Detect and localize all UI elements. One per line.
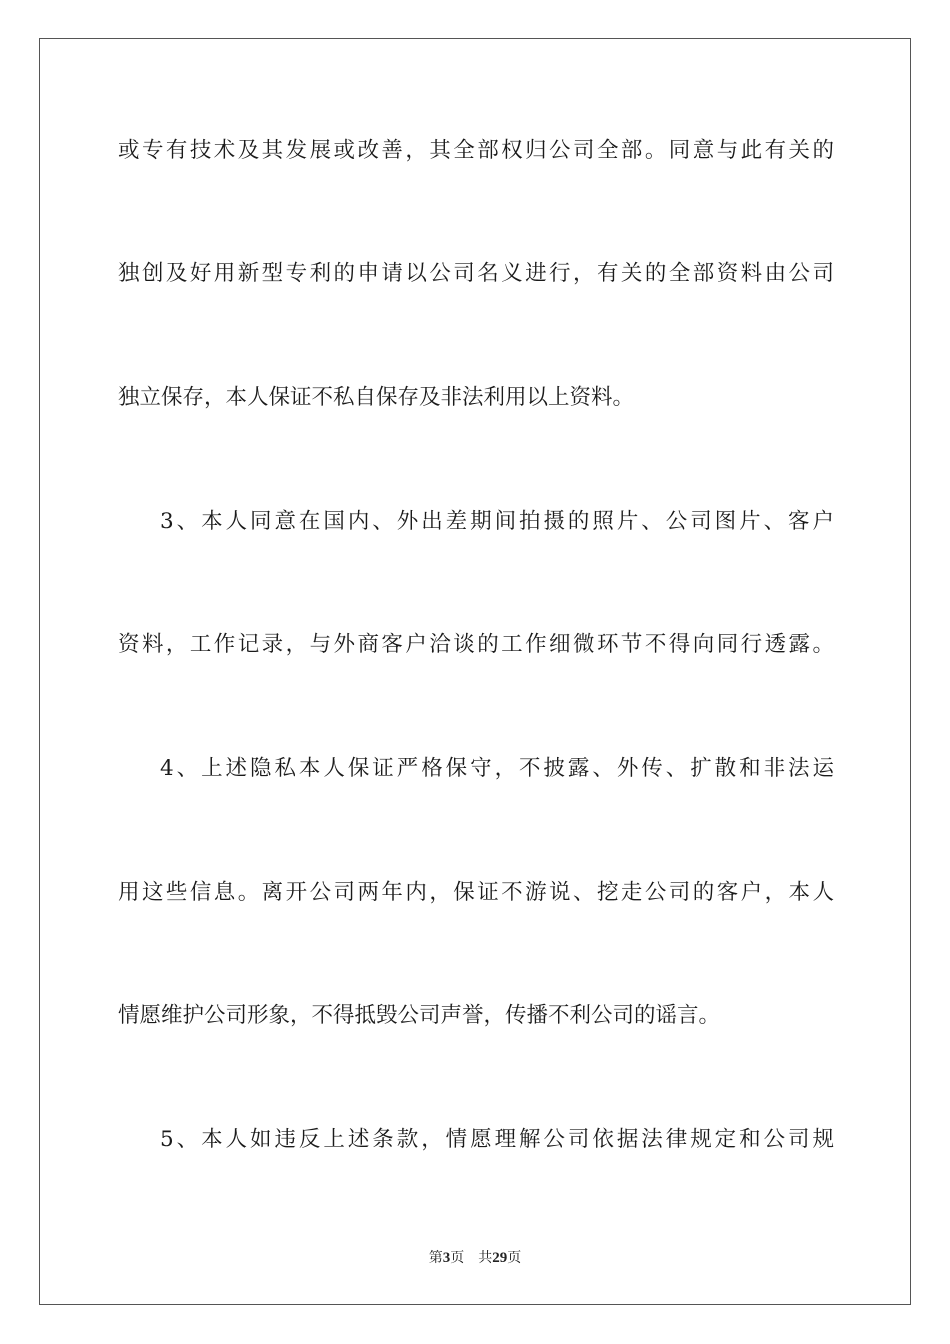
body-line-6: 4、上述隐私本人保证严格保守，不披露、外传、扩散和非法运	[160, 756, 834, 781]
page-footer	[0, 1247, 950, 1267]
page-suffix: 页	[450, 1250, 465, 1266]
body-line-5: 资料，工作记录，与外商客户洽谈的工作细微环节不得向同行透露。	[118, 632, 834, 657]
page-border	[39, 38, 911, 1305]
body-line-9: 5、本人如违反上述条款，情愿理解公司依据法律规定和公司规	[160, 1127, 834, 1152]
body-line-7: 用这些信息。离开公司两年内，保证不游说、挖走公司的客户，本人	[118, 880, 834, 905]
total-suffix: 页	[507, 1250, 522, 1266]
total-prefix: 共	[478, 1250, 493, 1266]
body-line-3: 独立保存，本人保证不私自保存及非法利用以上资料。	[118, 385, 635, 410]
total-pages: 29	[492, 1250, 508, 1266]
body-line-2: 独创及好用新型专利的申请以公司名义进行，有关的全部资料由公司	[118, 261, 834, 286]
body-line-1: 或专有技术及其发展或改善，其全部权归公司全部。同意与此有关的	[118, 138, 834, 163]
page-prefix: 第	[428, 1250, 443, 1266]
page-number: 3	[442, 1250, 451, 1266]
body-line-4: 3、本人同意在国内、外出差期间拍摄的照片、公司图片、客户	[160, 509, 834, 534]
body-line-8: 情愿维护公司形象，不得抵毁公司声誉，传播不利公司的谣言。	[118, 1003, 721, 1028]
